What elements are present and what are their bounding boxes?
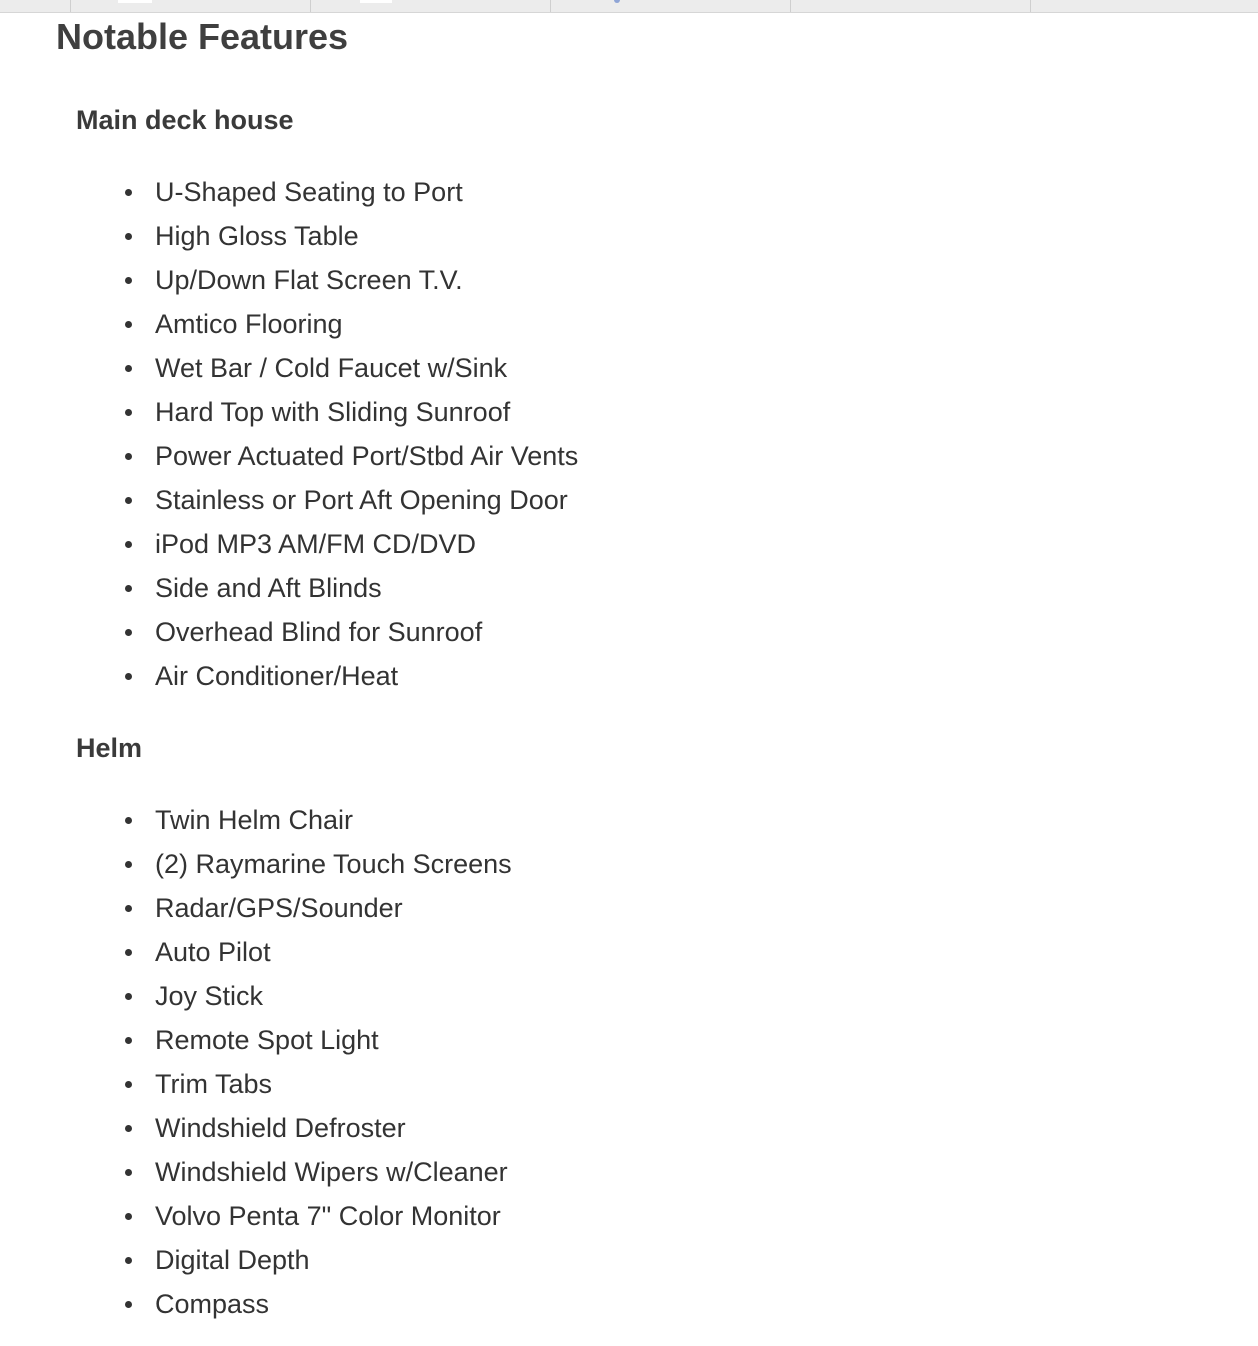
main-deck-house-list (0, 170, 578, 698)
list-item-label: Auto Pilot (155, 937, 271, 967)
bullet-icon (125, 1257, 132, 1264)
tab-favicon[interactable] (118, 0, 152, 3)
list-item (0, 478, 578, 522)
bullet-icon (125, 233, 132, 240)
list-item (0, 346, 578, 390)
list-item (0, 798, 512, 842)
list-item-label: Radar/GPS/Sounder (155, 893, 403, 923)
bullet-icon (125, 905, 132, 912)
bullet-icon (125, 673, 132, 680)
list-item (0, 1150, 512, 1194)
bullet-icon (125, 409, 132, 416)
list-item (0, 1194, 512, 1238)
list-item (0, 842, 512, 886)
browser-tab-strip[interactable] (0, 0, 1258, 13)
list-item (0, 1238, 512, 1282)
bullet-icon (125, 993, 132, 1000)
bullet-icon (125, 629, 132, 636)
bullet-icon (125, 541, 132, 548)
list-item (0, 434, 578, 478)
list-item-label: Side and Aft Blinds (155, 573, 382, 603)
list-item-label: Joy Stick (155, 981, 264, 1011)
list-item-label: High Gloss Table (155, 221, 359, 251)
list-item-label: Overhead Blind for Sunroof (155, 617, 483, 647)
list-item-label: U-Shaped Seating to Port (155, 177, 463, 207)
list-item-label: Hard Top with Sliding Sunroof (155, 397, 511, 427)
list-item (0, 522, 578, 566)
helm-list (0, 798, 512, 1326)
list-item (0, 930, 512, 974)
list-item (0, 974, 512, 1018)
list-item (0, 1106, 512, 1150)
tab-favicon[interactable] (614, 0, 620, 3)
list-item (0, 654, 578, 698)
tab-divider (70, 0, 71, 12)
bullet-icon (125, 1037, 132, 1044)
list-item-label: Air Conditioner/Heat (155, 661, 399, 691)
bullet-icon (125, 949, 132, 956)
list-item-label: Windshield Wipers w/Cleaner (155, 1157, 508, 1187)
list-item (0, 390, 578, 434)
bullet-icon (125, 189, 132, 196)
bullet-icon (125, 497, 132, 504)
list-item-label: (2) Raymarine Touch Screens (155, 849, 512, 879)
bullet-icon (125, 1301, 132, 1308)
list-item (0, 610, 578, 654)
bullet-icon (125, 365, 132, 372)
list-item (0, 302, 578, 346)
list-item-label: iPod MP3 AM/FM CD/DVD (155, 529, 477, 559)
bullet-icon (125, 321, 132, 328)
list-item-label: Amtico Flooring (155, 309, 343, 339)
list-item (0, 566, 578, 610)
list-item (0, 170, 578, 214)
bullet-icon (125, 1081, 132, 1088)
list-item-label: Trim Tabs (155, 1069, 273, 1099)
list-item (0, 886, 512, 930)
list-item-label: Wet Bar / Cold Faucet w/Sink (155, 353, 508, 383)
bullet-icon (125, 817, 132, 824)
list-item-label: Windshield Defroster (155, 1113, 406, 1143)
bullet-icon (125, 585, 132, 592)
bullet-icon (125, 1213, 132, 1220)
section-heading-helm: Helm (76, 733, 143, 763)
list-item-label: Compass (155, 1289, 270, 1319)
list-item-label: Digital Depth (155, 1245, 310, 1275)
bullet-icon (125, 1169, 132, 1176)
tab-divider (310, 0, 311, 12)
page-title: Notable Features (56, 16, 349, 57)
list-item-label: Power Actuated Port/Stbd Air Vents (155, 441, 579, 471)
bullet-icon (125, 277, 132, 284)
list-item (0, 258, 578, 302)
list-item-label: Twin Helm Chair (155, 805, 354, 835)
list-item (0, 1018, 512, 1062)
tab-divider (550, 0, 551, 12)
section-heading-main-deck-house: Main deck house (76, 105, 294, 135)
tab-favicon[interactable] (360, 0, 392, 3)
bullet-icon (125, 861, 132, 868)
list-item (0, 1282, 512, 1326)
tab-divider (1030, 0, 1031, 12)
bullet-icon (125, 1125, 132, 1132)
list-item-label: Up/Down Flat Screen T.V. (155, 265, 463, 295)
list-item (0, 214, 578, 258)
list-item (0, 1062, 512, 1106)
bullet-icon (125, 453, 132, 460)
list-item-label: Remote Spot Light (155, 1025, 379, 1055)
list-item-label: Volvo Penta 7" Color Monitor (155, 1201, 501, 1231)
list-item-label: Stainless or Port Aft Opening Door (155, 485, 568, 515)
tab-divider (790, 0, 791, 12)
